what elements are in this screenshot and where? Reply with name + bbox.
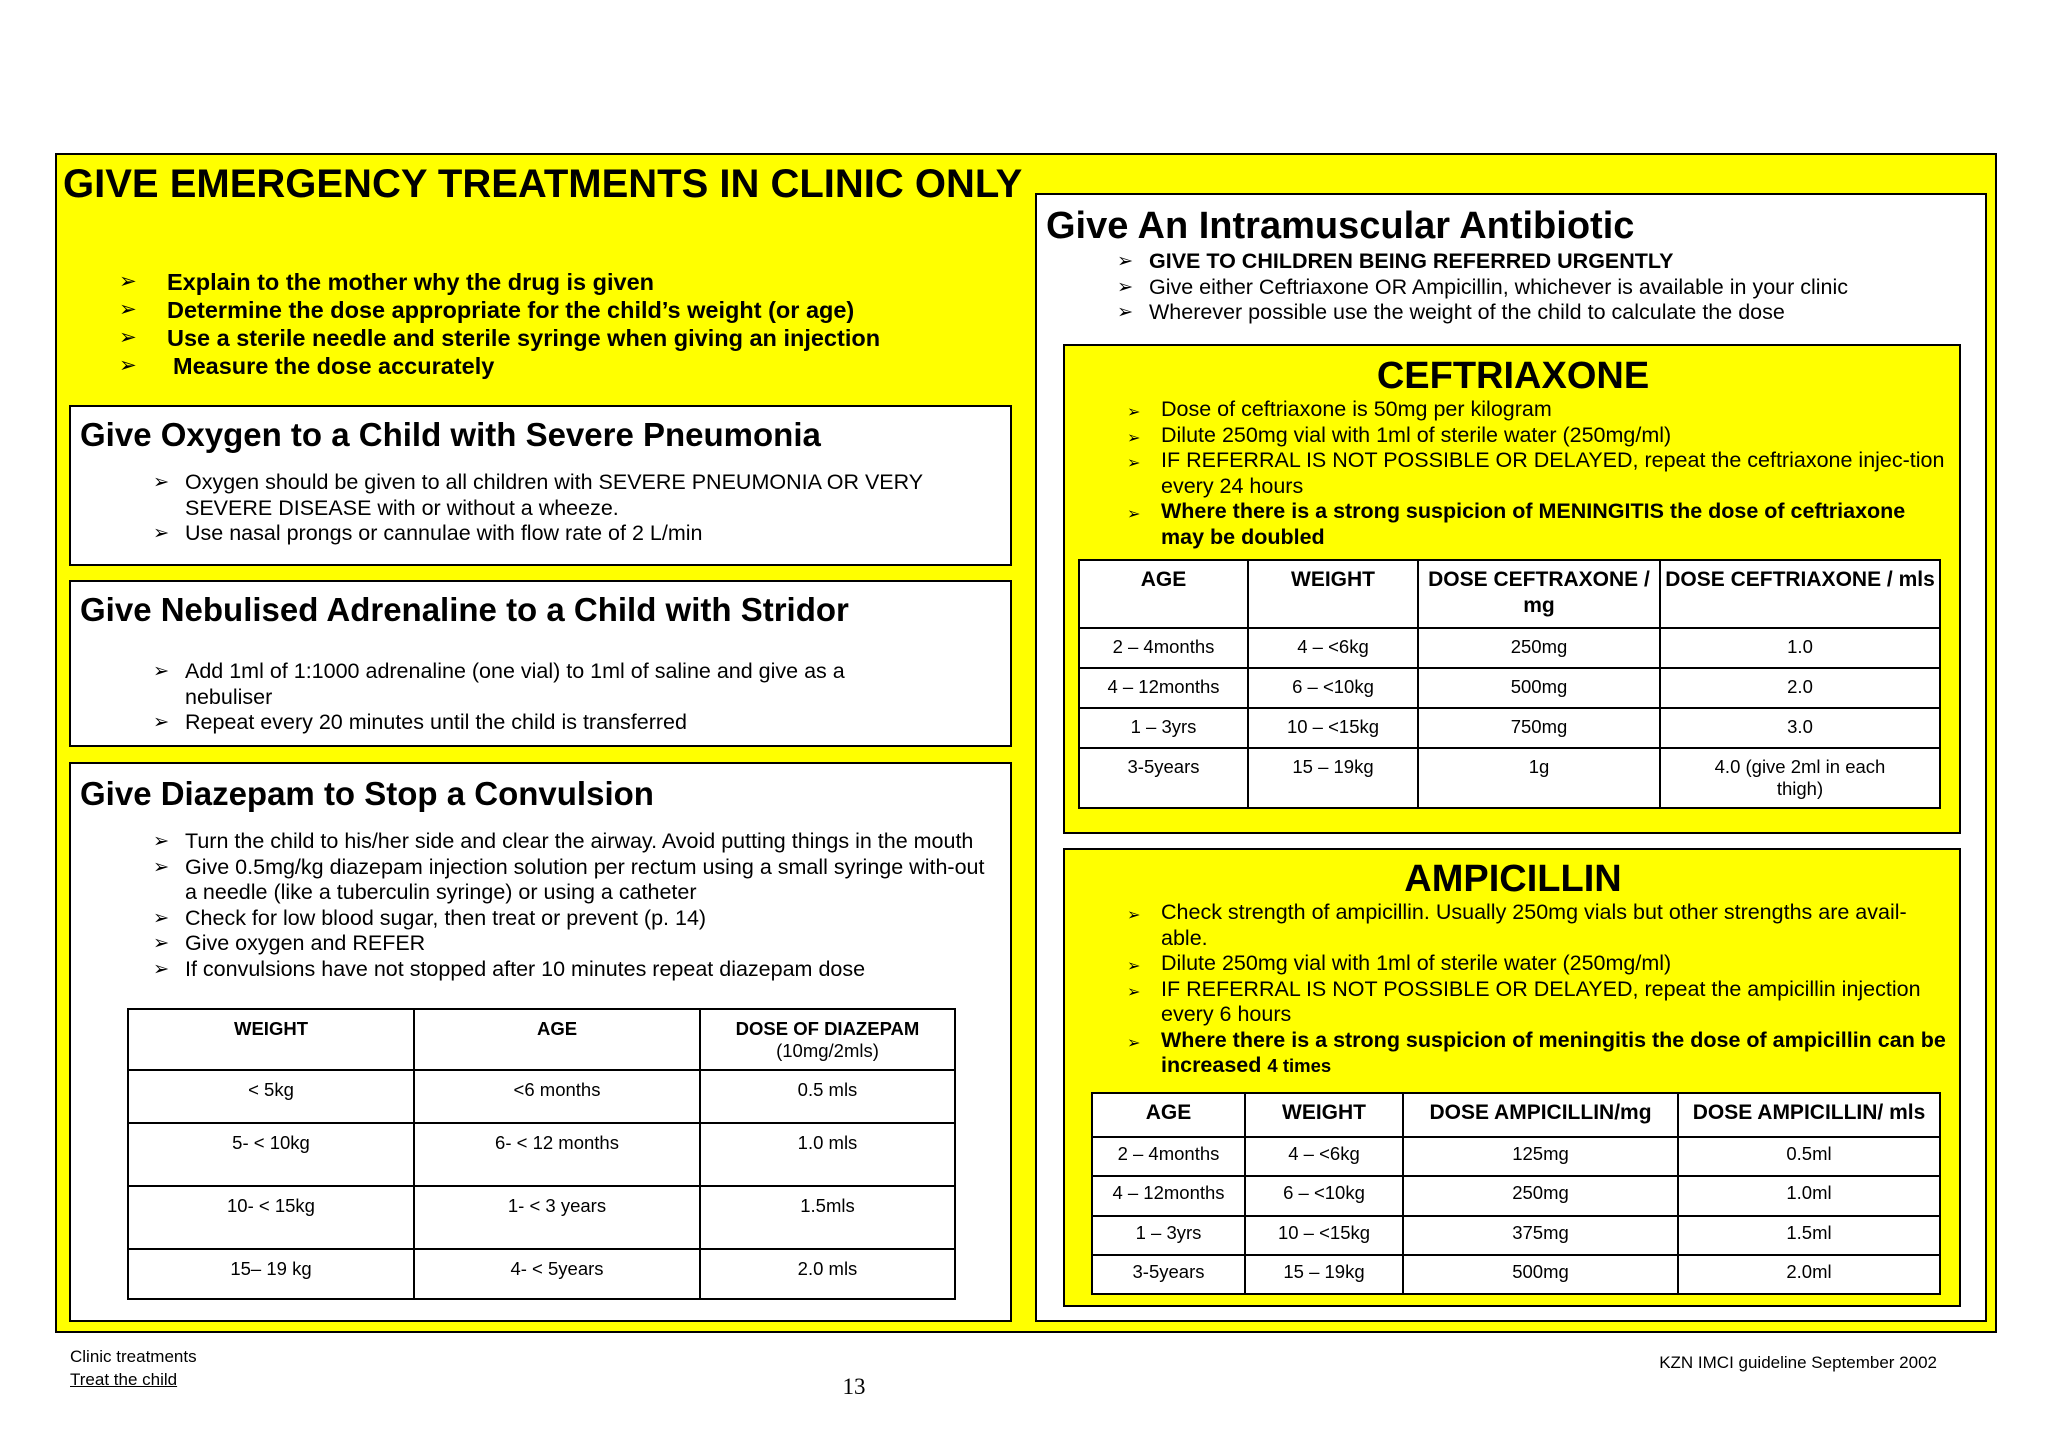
table-cell: 0.5ml (1678, 1137, 1940, 1176)
diazepam-bullet: ➢ Give oxygen and REFER (185, 931, 1005, 957)
table-cell: 15 – 19kg (1245, 1255, 1403, 1294)
ceftriaxone-bullets (1161, 397, 1951, 550)
table-row (128, 1123, 955, 1186)
table-cell: 500mg (1403, 1255, 1678, 1294)
table-header: DOSE AMPICILLIN/mg (1403, 1093, 1678, 1137)
table-cell: 1.5mls (700, 1186, 955, 1249)
page-title: GIVE EMERGENCY TREATMENTS IN CLINIC ONLY (63, 162, 1023, 206)
table-row (1092, 1176, 1940, 1216)
oxygen-bullets (185, 470, 985, 547)
diazepam-bullets (185, 829, 1005, 982)
diazepam-bullet: ➢ If convulsions have not stopped after 10 minutes repeat diazepam dose (185, 957, 1005, 983)
antibiotic-bullet: ➢ Give either Ceftriaxone OR Ampicillin, whichever is available in your clinic (1149, 275, 1949, 301)
diazepam-bullet: ➢ Turn the child to his/her side and clear the airway. Avoid putting things in the mouth (185, 829, 1005, 855)
table-row (1079, 748, 1940, 808)
table-cell: 2.0 (1660, 668, 1940, 708)
diazepam-panel (69, 762, 1012, 1322)
table-cell: 125mg (1403, 1137, 1678, 1176)
footer-right: KZN IMCI guideline September 2002 (1659, 1353, 1937, 1372)
table-header: WEIGHT (128, 1009, 414, 1070)
ampicillin-box (1063, 848, 1961, 1307)
table-cell: 2 – 4months (1092, 1137, 1245, 1176)
antibiotic-panel (1035, 193, 1987, 1322)
dose-header-sub: (10mg/2mls) (776, 1040, 879, 1061)
ampicillin-title: AMPICILLIN (1404, 858, 1622, 900)
antibiotic-bullet: ➢ Wherever possible use the weight of the child to calculate the dose (1149, 300, 1949, 326)
diazepam-bullet: ➢ Give 0.5mg/kg diazepam injection solution per rectum using a small syringe with-out a needle (like a tuberculin syringe) or using a catheter (185, 855, 1005, 906)
oxygen-panel (69, 405, 1012, 566)
table-cell: 4- < 5years (414, 1249, 700, 1299)
table-row (1079, 708, 1940, 748)
table-row (128, 1186, 955, 1249)
table-header: AGE (1079, 560, 1248, 628)
table-cell: 250mg (1403, 1176, 1678, 1216)
ampicillin-bullet: ➢ Dilute 250mg vial with 1ml of sterile water (250mg/ml) (1161, 951, 1951, 977)
diazepam-bullet: ➢ Check for low blood sugar, then treat or prevent (p. 14) (185, 906, 1005, 932)
ceftriaxone-box (1063, 344, 1961, 834)
table-header: AGE (1092, 1093, 1245, 1137)
table-cell: 5- < 10kg (128, 1123, 414, 1186)
table-cell: 2 – 4months (1079, 628, 1248, 668)
main-bullet: ➢ Explain to the mother why the drug is given (167, 268, 1027, 296)
table-cell: 1g (1418, 748, 1660, 808)
table-header: WEIGHT (1248, 560, 1418, 628)
table-header: DOSE AMPICILLIN/ mls (1678, 1093, 1940, 1137)
footer-left (70, 1345, 370, 1391)
table-cell: 375mg (1403, 1216, 1678, 1255)
table-cell: 10 – <15kg (1248, 708, 1418, 748)
dose-header-label: DOSE OF DIAZEPAM (735, 1018, 920, 1039)
table-cell: 1 – 3yrs (1092, 1216, 1245, 1255)
table-header: WEIGHT (1245, 1093, 1403, 1137)
table-cell: 4 – 12months (1092, 1176, 1245, 1216)
footer-section: Clinic treatments (70, 1347, 197, 1366)
main-bullet: ➢ Use a sterile needle and sterile syringe when giving an injection (167, 324, 1027, 352)
ampicillin-bullet: ➢ Check strength of ampicillin. Usually 250mg vials but other strengths are avail-able. (1161, 900, 1951, 951)
ceftriaxone-bullet: ➢ IF REFERRAL IS NOT POSSIBLE OR DELAYED, repeat the ceftriaxone injec-tion every 24 hours (1161, 448, 1951, 499)
ampicillin-bullet: ➢ IF REFERRAL IS NOT POSSIBLE OR DELAYED, repeat the ampicillin injection every 6 hours (1161, 977, 1951, 1028)
table-row (1092, 1137, 1940, 1176)
table-header: DOSE CEFTRIAXONE / mls (1660, 560, 1940, 628)
table-header: DOSE CEFTRAXONE / mg (1418, 560, 1660, 628)
table-cell: 0.5 mls (700, 1070, 955, 1123)
table-cell: 15 – 19kg (1248, 748, 1418, 808)
main-bullet: ➢ Measure the dose accurately (167, 352, 1027, 380)
table-cell: 6- < 12 months (414, 1123, 700, 1186)
table-row (1092, 1255, 1940, 1294)
diazepam-table (127, 1008, 956, 1300)
table-cell: 1.5ml (1678, 1216, 1940, 1255)
antibiotic-bullets (1149, 249, 1949, 326)
table-cell: 1.0 mls (700, 1123, 955, 1186)
page-number: 13 (842, 1374, 866, 1399)
table-cell: 250mg (1418, 628, 1660, 668)
table-cell: < 5kg (128, 1070, 414, 1123)
table-cell: 500mg (1418, 668, 1660, 708)
table-cell: 3-5years (1079, 748, 1248, 808)
table-cell: 6 – <10kg (1245, 1176, 1403, 1216)
table-row (1092, 1216, 1940, 1255)
table-cell: 2.0 mls (700, 1249, 955, 1299)
table-cell: 4.0 (give 2ml in each thigh) (1660, 748, 1940, 808)
table-header: AGE (414, 1009, 700, 1070)
adrenaline-title: Give Nebulised Adrenaline to a Child with Stridor (80, 591, 849, 628)
main-bullet: ➢ Determine the dose appropriate for the child’s weight (or age) (167, 296, 1027, 324)
ampicillin-meningitis-tail: 4 times (1267, 1055, 1332, 1076)
table-row (1079, 668, 1940, 708)
table-row (128, 1070, 955, 1123)
table-cell: 15– 19 kg (128, 1249, 414, 1299)
antibiotic-bullet: ➢ GIVE TO CHILDREN BEING REFERRED URGENTLY (1149, 249, 1949, 275)
table-cell: 3-5years (1092, 1255, 1245, 1294)
table-cell: 2.0ml (1678, 1255, 1940, 1294)
table-cell: 4 – <6kg (1248, 628, 1418, 668)
table-cell: 3.0 (1660, 708, 1940, 748)
table-row (128, 1249, 955, 1299)
table-cell: 750mg (1418, 708, 1660, 748)
table-cell: 1 – 3yrs (1079, 708, 1248, 748)
table-cell: 4 – <6kg (1245, 1137, 1403, 1176)
ceftriaxone-bullet: ➢ Where there is a strong suspicion of MENINGITIS the dose of ceftriaxone may be doubled (1161, 499, 1951, 550)
adrenaline-bullets (185, 659, 905, 736)
adrenaline-bullet: ➢ Repeat every 20 minutes until the child is transferred (185, 710, 905, 736)
oxygen-bullet: ➢ Oxygen should be given to all children with SEVERE PNEUMONIA OR VERY SEVERE DISEASE with or without a wheeze. (185, 470, 985, 521)
table-cell: 1.0 (1660, 628, 1940, 668)
table-cell: 4 – 12months (1079, 668, 1248, 708)
ceftriaxone-bullet: ➢ Dilute 250mg vial with 1ml of sterile water (250mg/ml) (1161, 423, 1951, 449)
adrenaline-panel (69, 580, 1012, 747)
adrenaline-bullet: ➢ Add 1ml of 1:1000 adrenaline (one vial) to 1ml of saline and give as a nebuliser (185, 659, 905, 710)
footer-link-treat-the-child[interactable]: Treat the child (70, 1370, 178, 1389)
oxygen-bullet: ➢ Use nasal prongs or cannulae with flow rate of 2 L/min (185, 521, 985, 547)
table-cell: 1.0ml (1678, 1176, 1940, 1216)
table-cell: 6 – <10kg (1248, 668, 1418, 708)
main-bullet-list (167, 268, 1027, 380)
table-cell: 10 – <15kg (1245, 1216, 1403, 1255)
table-cell: 10- < 15kg (128, 1186, 414, 1249)
table-header (700, 1009, 955, 1070)
ceftriaxone-title: CEFTRIAXONE (1376, 355, 1650, 397)
antibiotic-title: Give An Intramuscular Antibiotic (1046, 205, 1635, 247)
table-cell: <6 months (414, 1070, 700, 1123)
ampicillin-table (1091, 1092, 1941, 1295)
ceftriaxone-table (1078, 559, 1941, 809)
ampicillin-meningitis-text: Where there is a strong suspicion of meningitis the dose of ampicillin can be increased (1161, 1027, 1946, 1077)
table-row (1079, 628, 1940, 668)
oxygen-title: Give Oxygen to a Child with Severe Pneumonia (80, 416, 821, 453)
diazepam-title: Give Diazepam to Stop a Convulsion (80, 775, 654, 812)
ampicillin-bullet (1161, 1028, 1951, 1079)
table-cell: 1- < 3 years (414, 1186, 700, 1249)
ampicillin-bullets (1161, 900, 1951, 1079)
ceftriaxone-bullet: ➢ Dose of ceftriaxone is 50mg per kilogram (1161, 397, 1951, 423)
